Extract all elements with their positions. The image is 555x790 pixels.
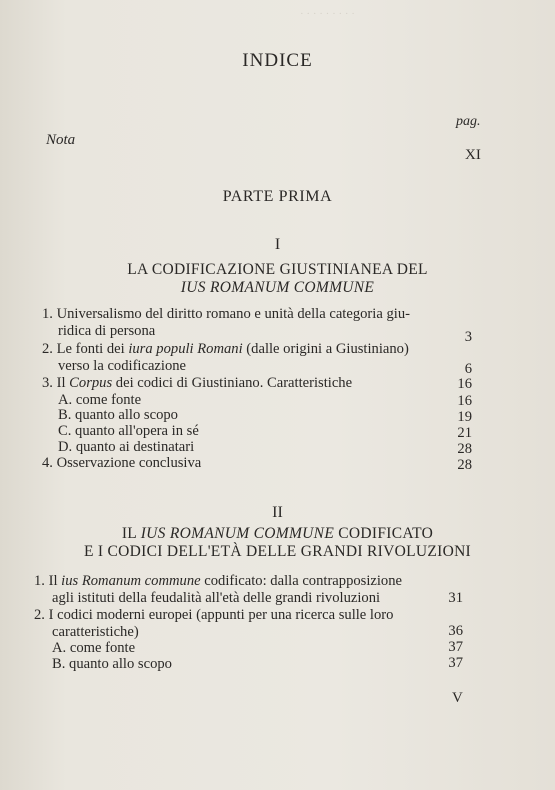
nota-page: XI <box>465 147 481 163</box>
toc-entry-1-2-page: 6 <box>464 361 472 377</box>
toc-entry-1-1-page: 3 <box>464 329 472 345</box>
toc-entry-2-1-page: 31 <box>448 590 463 606</box>
toc-entry-1-3c: C. quanto all'opera in sé <box>58 423 199 439</box>
page-number: V <box>452 690 463 706</box>
toc-entry-1-3a: A. come fonte <box>58 392 142 408</box>
part-title: PARTE PRIMA <box>222 188 333 205</box>
toc-entry-1-1-line1: 1. Universalismo del diritto romano e unità della categoria giu- <box>42 306 410 322</box>
toc-entry-1-3d-page: 28 <box>457 441 472 457</box>
toc-entry-1-4: 4. Osservazione conclusiva <box>42 455 202 471</box>
chapter-2-title-line2: E I CODICI DELL'ETÀ DELLE GRANDI RIVOLUZIONI <box>83 543 472 560</box>
toc-entry-2-2-line2: caratteristiche) <box>52 624 139 640</box>
toc-entry-1-3b: B. quanto allo scopo <box>58 407 178 423</box>
toc-entry-2-2b-page: 37 <box>448 655 463 671</box>
chapter-2-numeral: II <box>272 504 283 521</box>
toc-entry-2-2-page: 36 <box>448 623 463 639</box>
toc-entry-2-1-line2: agli istituti della feudalità all'età delle grandi rivoluzioni <box>52 590 381 606</box>
toc-entry-1-2-line2: verso la codificazione <box>58 358 187 374</box>
toc-entry-2-2a: A. come fonte <box>52 640 136 656</box>
toc-entry-1-3b-page: 19 <box>457 409 472 425</box>
chapter-1-title-line2: IUS ROMANUM COMMUNE <box>180 279 375 296</box>
toc-entry-1-3-line1: 3. Il Corpus dei codici di Giustiniano. Caratteristiche <box>42 375 353 391</box>
page-column-label: pag. <box>456 114 481 129</box>
toc-entry-2-2a-page: 37 <box>448 639 463 655</box>
page-title: INDICE <box>242 50 313 71</box>
chapter-1-title-line1: LA CODIFICAZIONE GIUSTINIANEA DEL <box>127 261 428 278</box>
toc-entry-1-3a-page: 16 <box>457 393 472 409</box>
toc-entry-1-3c-page: 21 <box>457 425 472 441</box>
toc-entry-1-1-line2: ridica di persona <box>58 323 156 339</box>
nota-label: Nota <box>46 132 76 148</box>
chapter-2-title-line1: IL IUS ROMANUM COMMUNE CODIFICATO <box>121 525 434 542</box>
toc-entry-2-2b: B. quanto allo scopo <box>52 656 172 672</box>
toc-entry-2-2-line1: 2. I codici moderni europei (appunti per una ricerca sulle loro <box>34 607 394 623</box>
bleed-through-text: · · · · · · · · · <box>300 8 355 20</box>
toc-entry-1-3d: D. quanto ai destinatari <box>58 439 195 455</box>
toc-entry-1-4-page: 28 <box>457 457 472 473</box>
toc-entry-1-2-line1: 2. Le fonti dei iura populi Romani (dalle origini a Giustiniano) <box>42 341 409 357</box>
chapter-1-numeral: I <box>274 236 281 253</box>
toc-entry-2-1-line1: 1. Il ius Romanum commune codificato: dalla contrapposizione <box>34 573 403 589</box>
toc-entry-1-3-page: 16 <box>457 376 472 392</box>
